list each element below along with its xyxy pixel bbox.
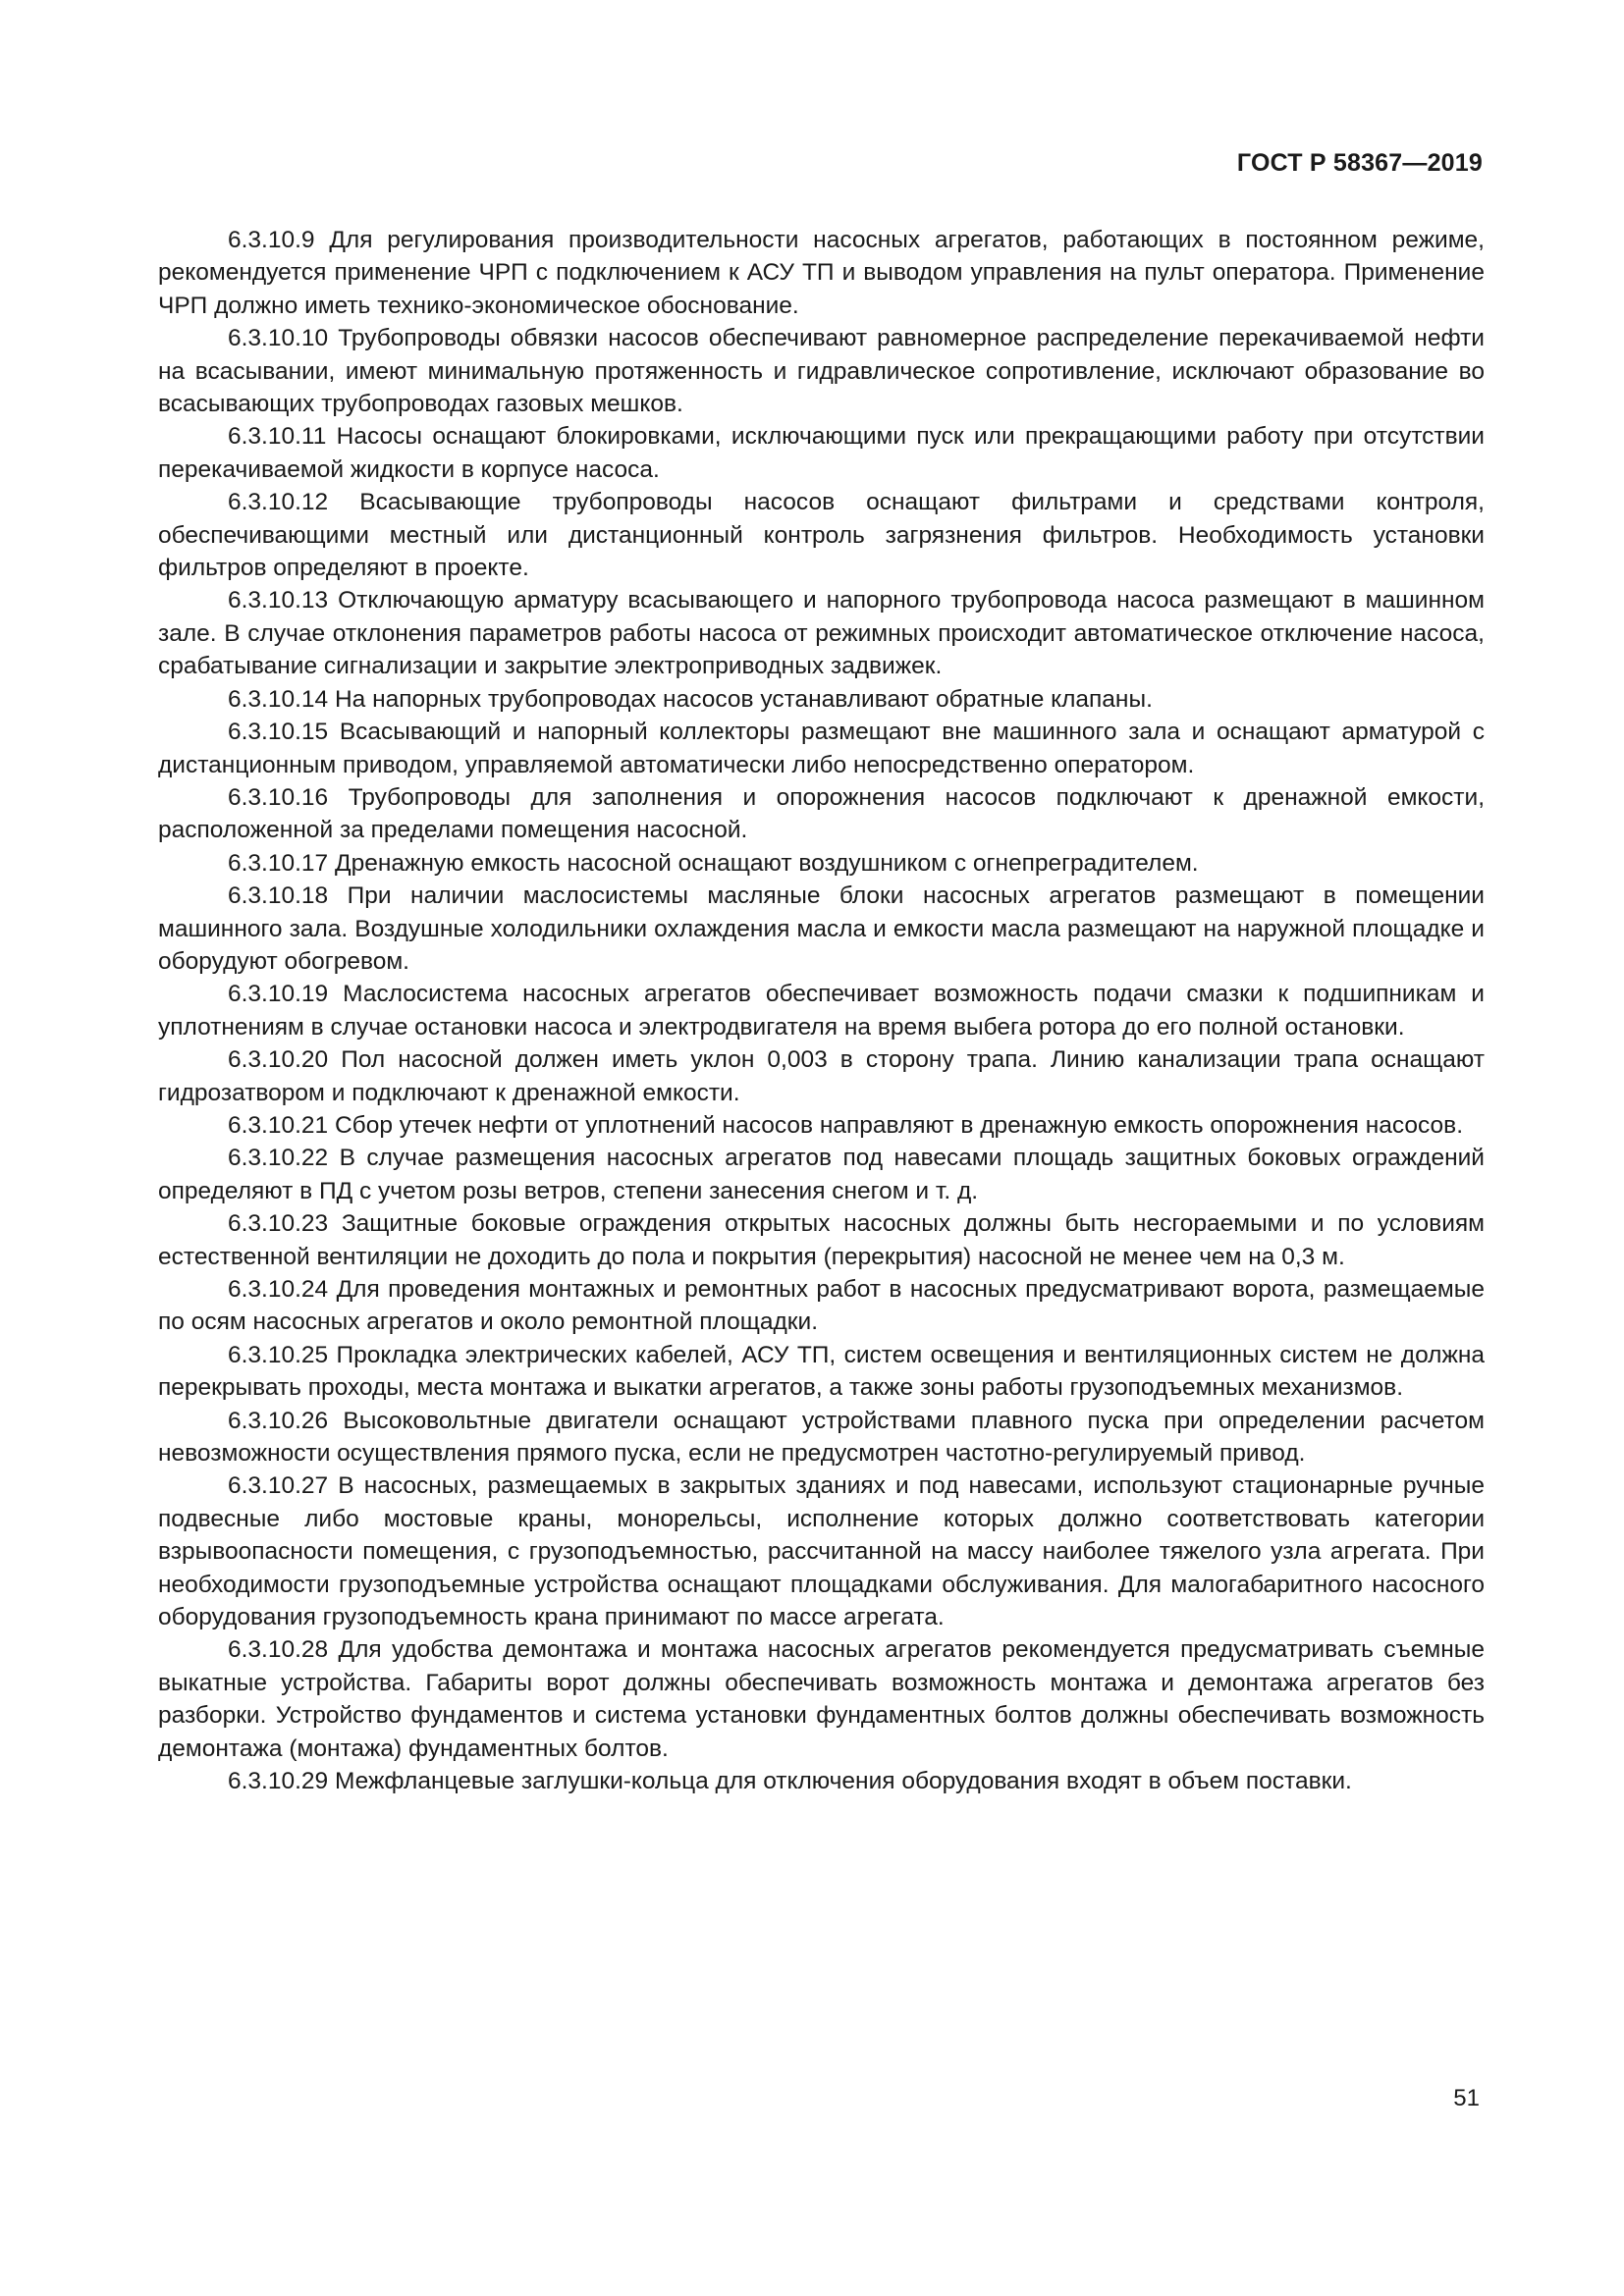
paragraph-6-3-10-24: 6.3.10.24 Для проведения монтажных и ремонтных работ в насосных предусматривают ворота, размещаемые по осям насосных агрегатов и около ремонтной площадки.: [158, 1276, 1485, 1336]
page-number: 51: [1453, 2085, 1480, 2111]
paragraph-6-3-10-25: 6.3.10.25 Прокладка электрических кабелей, АСУ ТП, систем освещения и вентиляционных систем не должна перекрывать проходы, места монтажа и выкатки агрегатов, а также зоны работы грузоподъемных механизмов.: [158, 1341, 1485, 1402]
paragraph-6-3-10-17: 6.3.10.17 Дренажную емкость насосной оснащают воздушником с огнепреградителем.: [228, 849, 1199, 877]
paragraph-6-3-10-22: 6.3.10.22 В случае размещения насосных агрегатов под навесами площадь защитных боковых ограждений определяют в ПД с учетом розы ветров, степени занесения снегом и т. д.: [158, 1145, 1485, 1204]
paragraph-6-3-10-12: 6.3.10.12 Всасывающие трубопроводы насосов оснащают фильтрами и средствами контроля, обеспечивающими местный или дистанционный контроль загрязнения фильтров. Необходимость установки фильтров определяют в проекте.: [158, 489, 1485, 582]
paragraph-6-3-10-26: 6.3.10.26 Высоковольтные двигатели оснащают устройствами плавного пуска при определении расчетом невозможности осуществления прямого пуска, если не предусмотрен частотно-регулируемый привод.: [158, 1407, 1485, 1468]
document-body: [158, 224, 1485, 1798]
paragraph-6-3-10-29: 6.3.10.29 Межфланцевые заглушки-кольца для отключения оборудования входят в объем поставки.: [228, 1768, 1352, 1795]
document-code-header: ГОСТ Р 58367—2019: [1236, 149, 1483, 177]
paragraph-6-3-10-20: 6.3.10.20 Пол насосной должен иметь уклон 0,003 в сторону трапа. Линию канализации трапа оснащают гидрозатвором и подключают к дренажной емкости.: [158, 1046, 1485, 1106]
paragraph-6-3-10-18: 6.3.10.18 При наличии маслосистемы масляные блоки насосных агрегатов размещают в помещении машинного зала. Воздушные холодильники охлаждения масла и емкости масла размещают на наружной площадке и оборудуют обогревом.: [158, 882, 1485, 975]
paragraph-6-3-10-19: 6.3.10.19 Маслосистема насосных агрегатов обеспечивает возможность подачи смазки к подшипникам и уплотнениям в случае остановки насоса и электродвигателя на время выбега ротора до его полной остановки.: [158, 981, 1485, 1041]
paragraph-6-3-10-16: 6.3.10.16 Трубопроводы для заполнения и опорожнения насосов подключают к дренажной емкости, расположенной за пределами помещения насосной.: [158, 783, 1485, 844]
paragraph-6-3-10-27: 6.3.10.27 В насосных, размещаемых в закрытых зданиях и под навесами, используют стационарные ручные подвесные либо мостовые краны, монорельсы, исполнение которых должно соответствовать категории взрывоопасности помещения, с грузоподъемностью, рассчитанной на массу наиболее тяжелого узла агрегата. При необходимости грузоподъемные устройства оснащают площадками обслуживания. Для малогабаритного насосного оборудования грузоподъемность крана принимают по массе агрегата.: [158, 1472, 1485, 1631]
paragraph-6-3-10-11: 6.3.10.11 Насосы оснащают блокировками, исключающими пуск или прекращающими работу при отсутствии перекачиваемой жидкости в корпусе насоса.: [158, 423, 1485, 483]
paragraph-6-3-10-23: 6.3.10.23 Защитные боковые ограждения открытых насосных должны быть несгораемыми и по условиям естественной вентиляции не доходить до пола и покрытия (перекрытия) насосной не менее чем на 0,3 м.: [158, 1210, 1485, 1270]
paragraph-6-3-10-21: 6.3.10.21 Сбор утечек нефти от уплотнений насосов направляют в дренажную емкость опорожнения насосов.: [228, 1111, 1464, 1139]
paragraph-6-3-10-9: 6.3.10.9 Для регулирования производительности насосных агрегатов, работающих в постоянном режиме, рекомендуется применение ЧРП с подключением к АСУ ТП и выводом управления на пульт оператора. Применение ЧРП должно иметь технико-экономическое обоснование.: [158, 227, 1485, 319]
paragraph-6-3-10-15: 6.3.10.15 Всасывающий и напорный коллекторы размещают вне машинного зала и оснащают арматурой с дистанционным приводом, управляемой автоматически либо непосредственно оператором.: [158, 719, 1485, 778]
paragraph-6-3-10-10: 6.3.10.10 Трубопроводы обвязки насосов обеспечивают равномерное распределение перекачиваемой нефти на всасывании, имеют минимальную протяженность и гидравлическое сопротивление, исключают образование во всасывающих трубопроводах газовых мешков.: [158, 325, 1485, 418]
paragraph-6-3-10-28: 6.3.10.28 Для удобства демонтажа и монтажа насосных агрегатов рекомендуется предусматривать съемные выкатные устройства. Габариты ворот должны обеспечивать возможность монтажа и демонтажа агрегатов без разборки. Устройство фундаментов и система установки фундаментных болтов должны обеспечивать возможность демонтажа (монтажа) фундаментных болтов.: [158, 1636, 1485, 1762]
paragraph-6-3-10-13: 6.3.10.13 Отключающую арматуру всасывающего и напорного трубопровода насоса размещают в машинном зале. В случае отклонения параметров работы насоса от режимных происходит автоматическое отключение насоса, срабатывание сигнализации и закрытие электроприводных задвижек.: [158, 587, 1485, 680]
paragraph-6-3-10-14: 6.3.10.14 На напорных трубопроводах насосов устанавливают обратные клапаны.: [228, 685, 1153, 713]
